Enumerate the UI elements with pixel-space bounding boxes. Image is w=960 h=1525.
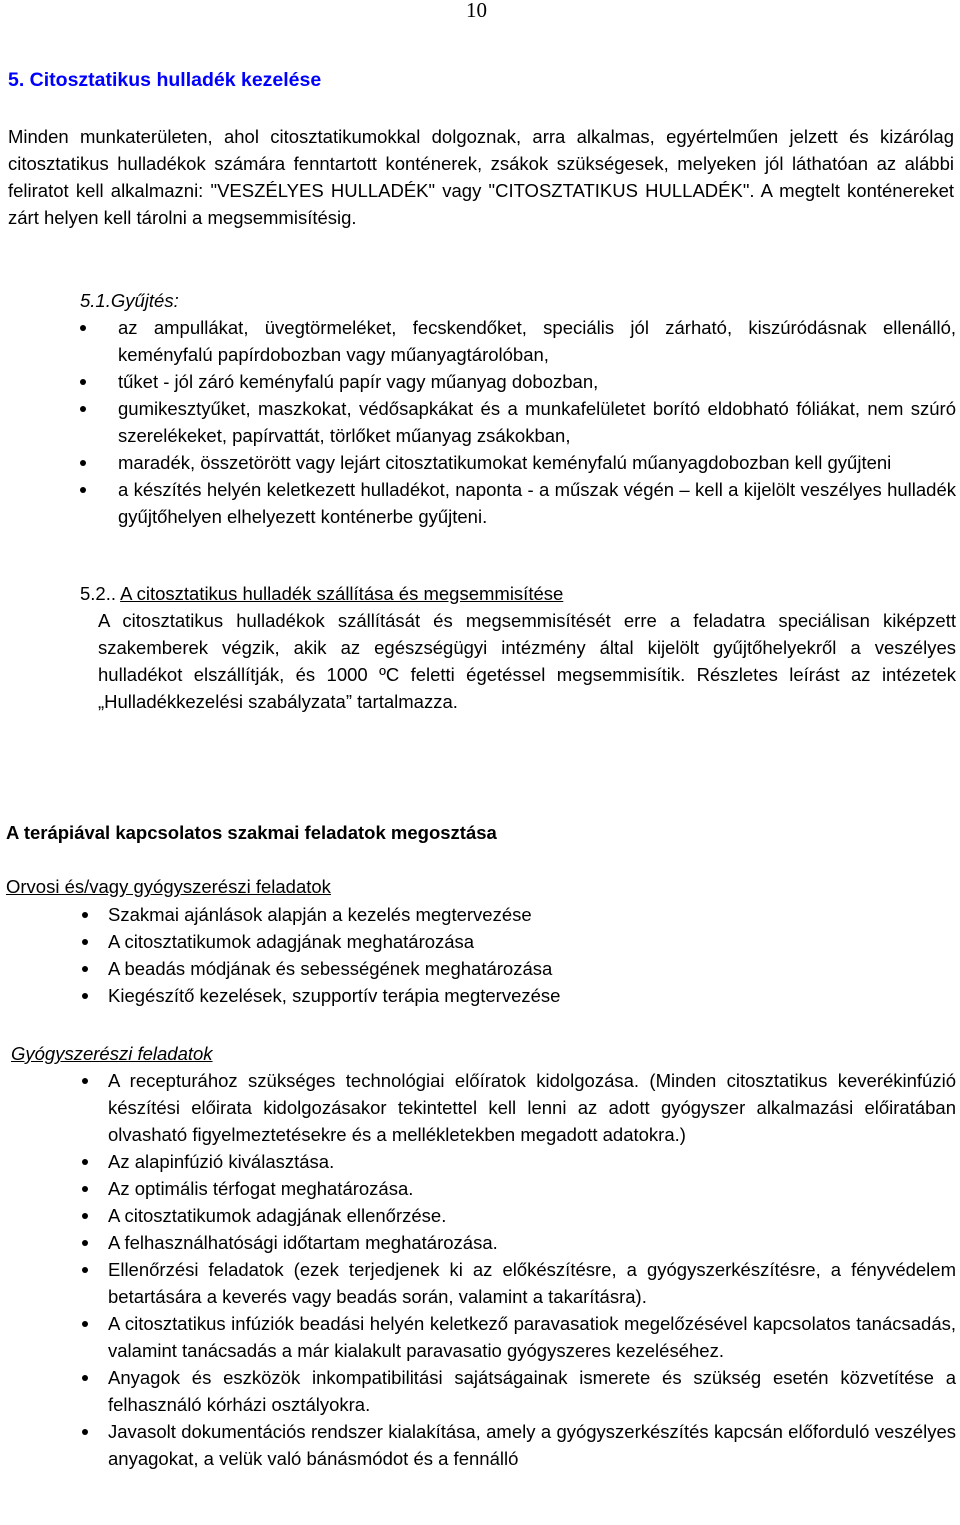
list-item: a készítés helyén keletkezett hulladékot, naponta - a műszak végén – kell a kijelölt veszélyes hulladék gyűjtőhelyen elhelyezett konténerbe gyűjteni. [118,476,956,530]
list-item: gumikesztyűket, maszkokat, védősapkákat és a munkafelületet borító eldobható fóliákat, nem szúró szerelékeket, papírvattát, törlőket műanyag zsákokban, [118,395,956,449]
list-item: A recepturához szükséges technológiai előíratok kidolgozása. (Minden citosztatikus keverékinfúzió készítési előirata kidolgozásakor tekintettel kell lenni az adott gyógyszer alkalmazási előiratában olvasható figyelmeztetésekre és a mellékletekben megadott adatokra.) [108,1067,956,1148]
bullet-icon [82,1159,88,1165]
list-item: A citosztatikus infúziók beadási helyén keletkező paravasatiok megelőzésével kapcsolatos tanácsadás, valamint tanácsadás a már kialakult paravasatio gyógyszeres kezeléséhez. [108,1310,956,1364]
bullet-icon [82,1078,88,1084]
transport-block [98,607,956,715]
section-heading: 5. Citosztatikus hulladék kezelése [8,69,322,91]
subsection-5-2 [80,580,950,607]
bullet-icon [82,1240,88,1246]
group-title: Orvosi és/vagy gyógyszerészi feladatok [6,876,331,897]
bullet-icon [80,379,86,385]
list-item: A beadás módjának és sebességének meghatározása [108,955,948,982]
bullet-icon [82,1321,88,1327]
intro-paragraph: Minden munkaterületen, ahol citosztatikumokkal dolgoznak, arra alkalmas, egyértelműen jelzett és kizárólag citosztatikus hulladékok számára fenntartott konténerek, zsákok szükségesek, melyeken jól láthatóan az alábbi feliratot kell alkalmazni: "VESZÉLYES HULLADÉK" vagy "CITOSZTATIKUS HULLADÉK". A megtelt konténereket zárt helyen kell tárolni a megsemmisítésig. [8,126,954,228]
list-item: Anyagok és eszközök inkompatibilitási sajátságainak ismerete és szükség esetén közvetítése a felhasználó kórházi osztályokra. [108,1364,956,1418]
subsection-5-1 [80,287,950,314]
list-item: tűket - jól záró keményfalú papír vagy műanyag dobozban, [118,368,956,395]
group2-list [108,1067,956,1472]
list-item: Ellenőrzési feladatok (ezek terjedjenek ki az előkészítésre, a gyógyszerkészítésre, a fényvédelem betartására a keverés vagy beadás során, valamint a takarításra). [108,1256,956,1310]
bullet-icon [82,966,88,972]
list-item: Az optimális térfogat meghatározása. [108,1175,956,1202]
bullet-icon [80,487,86,493]
therapy-heading: A terápiával kapcsolatos szakmai feladatok megosztása [6,822,497,843]
subsection-heading: 5.1.Gyűjtés: [80,290,179,311]
list-item: Javasolt dokumentációs rendszer kialakítása, amely a gyógyszerkészítés kapcsán előforduló veszélyes anyagokat, a velük való bánásmódot és a fennálló [108,1418,956,1472]
bullet-icon [82,1375,88,1381]
collection-list [118,314,956,530]
list-item: Kiegészítő kezelések, szupportív terápia megtervezése [108,982,948,1009]
bullet-icon [82,1213,88,1219]
bullet-icon [80,460,86,466]
list-item: Az alapinfúzió kiválasztása. [108,1148,956,1175]
subsection-heading: 5.2.. A citosztatikus hulladék szállítása és megsemmisítése [80,583,564,604]
bullet-icon [82,912,88,918]
list-item: maradék, összetörött vagy lejárt citosztatikumokat keményfalú műanyagdobozban kell gyűjteni [118,449,956,476]
bullet-icon [82,939,88,945]
group1-list [108,901,948,1009]
bullet-icon [82,1429,88,1435]
therapy-block [6,819,946,846]
page-number: 10 [466,0,487,22]
list-item: az ampullákat, üvegtörmeléket, fecskendőket, speciális jól zárható, kiszúródásnak ellenálló, keményfalú papírdobozban vagy műanyagtárolóban, [118,314,956,368]
group2-title-block [11,1040,951,1067]
list-item: A citosztatikumok adagjának meghatározása [108,928,948,955]
list-item: A felhasználhatósági időtartam meghatározása. [108,1229,956,1256]
bullet-icon [82,1186,88,1192]
bullet-icon [80,325,86,331]
intro-block [8,123,954,231]
bullet-icon [82,1267,88,1273]
group1-title-block [6,873,946,900]
bullet-icon [80,406,86,412]
list-item: A citosztatikumok adagjának ellenőrzése. [108,1202,956,1229]
section-5-block [8,67,948,94]
bullet-icon [82,993,88,999]
list-item: Szakmai ajánlások alapján a kezelés megtervezése [108,901,948,928]
group-title: Gyógyszerészi feladatok [11,1043,213,1064]
transport-paragraph: A citosztatikus hulladékok szállítását és megsemmisítését erre a feladatra speciálisan kiképzett szakemberek végzik, akik az egészségügyi intézmény által kijelölt gyűjtőhelyekről a veszélyes hulladékot elszállítják, és 1000 ºC feletti égetéssel megsemmisítik. Részletes leírást az intézetek „Hulladékkezelési szabályzata” tartalmazza. [98,610,956,712]
